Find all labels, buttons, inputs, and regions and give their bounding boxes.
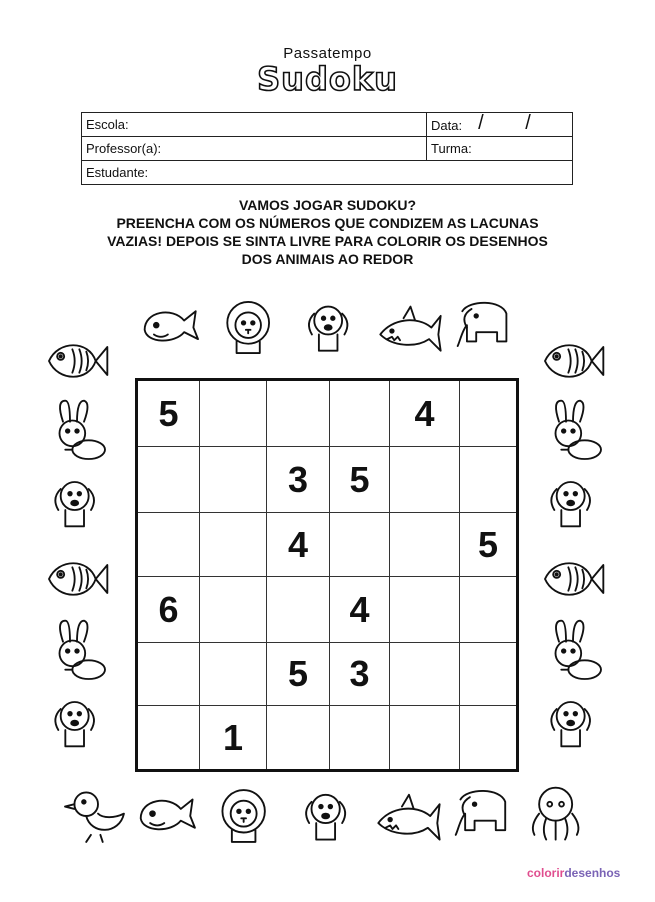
turma-field[interactable] xyxy=(427,137,573,161)
whale-icon xyxy=(133,783,205,849)
estudante-label: Estudante: xyxy=(86,165,149,180)
rabbit-icon xyxy=(538,618,608,684)
data-label: Data: xyxy=(431,118,463,133)
empty-cell[interactable] xyxy=(330,513,390,577)
empty-cell[interactable] xyxy=(460,577,516,643)
professor-label: Professor(a): xyxy=(86,141,162,156)
empty-cell[interactable] xyxy=(460,643,516,706)
bird-icon xyxy=(62,783,134,849)
given-number-cell: 4 xyxy=(267,513,330,577)
pre-title: Passatempo xyxy=(283,45,372,62)
given-number-cell: 5 xyxy=(138,381,200,447)
given-number-cell: 3 xyxy=(330,643,390,706)
empty-cell[interactable] xyxy=(390,643,460,706)
empty-cell[interactable] xyxy=(330,706,390,769)
rabbit-icon xyxy=(42,398,112,464)
estudante-field[interactable] xyxy=(82,161,573,185)
empty-cell[interactable] xyxy=(138,643,200,706)
fish-icon xyxy=(538,328,608,394)
instruction-line: PREENCHA COM OS NÚMEROS QUE CONDIZEM AS LACUNAS xyxy=(116,215,539,231)
lion-icon xyxy=(210,783,282,849)
data-field[interactable] xyxy=(427,113,573,137)
dog-icon xyxy=(538,470,608,536)
instructions xyxy=(60,196,595,268)
empty-cell[interactable] xyxy=(390,447,460,513)
empty-cell[interactable] xyxy=(460,706,516,769)
empty-cell[interactable] xyxy=(390,577,460,643)
watermark-suffix: desenhos xyxy=(564,866,621,880)
rabbit-icon xyxy=(538,398,608,464)
empty-cell[interactable] xyxy=(138,706,200,769)
empty-cell[interactable] xyxy=(267,577,330,643)
escola-label: Escola: xyxy=(86,117,129,132)
fish-icon xyxy=(538,546,608,612)
sudoku-grid xyxy=(135,378,519,772)
dog-icon xyxy=(292,783,364,849)
page-title: Sudoku xyxy=(257,60,398,98)
escola-field[interactable] xyxy=(82,113,427,137)
given-number-cell: 3 xyxy=(267,447,330,513)
whale-icon xyxy=(135,295,210,360)
watermark-prefix: colorir xyxy=(527,866,565,880)
fish-icon xyxy=(42,328,112,394)
given-number-cell: 6 xyxy=(138,577,200,643)
dog-icon xyxy=(42,690,112,756)
given-number-cell: 5 xyxy=(460,513,516,577)
empty-cell[interactable] xyxy=(200,381,267,447)
empty-cell[interactable] xyxy=(390,513,460,577)
given-number-cell: 4 xyxy=(390,381,460,447)
fish-icon xyxy=(42,546,112,612)
date-separators: / / xyxy=(478,112,549,134)
professor-field[interactable] xyxy=(82,137,427,161)
octopus-icon xyxy=(522,783,594,849)
empty-cell[interactable] xyxy=(267,381,330,447)
empty-cell[interactable] xyxy=(390,706,460,769)
dog-icon xyxy=(293,295,368,360)
empty-cell[interactable] xyxy=(330,381,390,447)
dog-icon xyxy=(538,690,608,756)
turma-label: Turma: xyxy=(431,141,472,156)
given-number-cell: 5 xyxy=(330,447,390,513)
empty-cell[interactable] xyxy=(200,577,267,643)
empty-cell[interactable] xyxy=(138,513,200,577)
elephant-icon xyxy=(448,295,523,360)
empty-cell[interactable] xyxy=(267,706,330,769)
instruction-line: VAMOS JOGAR SUDOKU? xyxy=(238,197,417,213)
instruction-line: DOS ANIMAIS AO REDOR xyxy=(241,251,414,267)
empty-cell[interactable] xyxy=(200,447,267,513)
empty-cell[interactable] xyxy=(200,643,267,706)
lion-icon xyxy=(213,295,288,360)
rabbit-icon xyxy=(42,618,112,684)
empty-cell[interactable] xyxy=(138,447,200,513)
given-number-cell: 5 xyxy=(267,643,330,706)
given-number-cell: 4 xyxy=(330,577,390,643)
given-number-cell: 1 xyxy=(200,706,267,769)
empty-cell[interactable] xyxy=(200,513,267,577)
empty-cell[interactable] xyxy=(460,381,516,447)
dog-icon xyxy=(42,470,112,536)
student-info-form xyxy=(81,112,573,185)
shark-icon xyxy=(373,783,445,849)
instruction-line: VAZIAS! DEPOIS SE SINTA LIVRE PARA COLORIR OS DESENHOS xyxy=(107,233,548,249)
empty-cell[interactable] xyxy=(460,447,516,513)
watermark-logo xyxy=(527,866,620,880)
elephant-icon xyxy=(448,783,520,849)
shark-icon xyxy=(373,295,448,360)
